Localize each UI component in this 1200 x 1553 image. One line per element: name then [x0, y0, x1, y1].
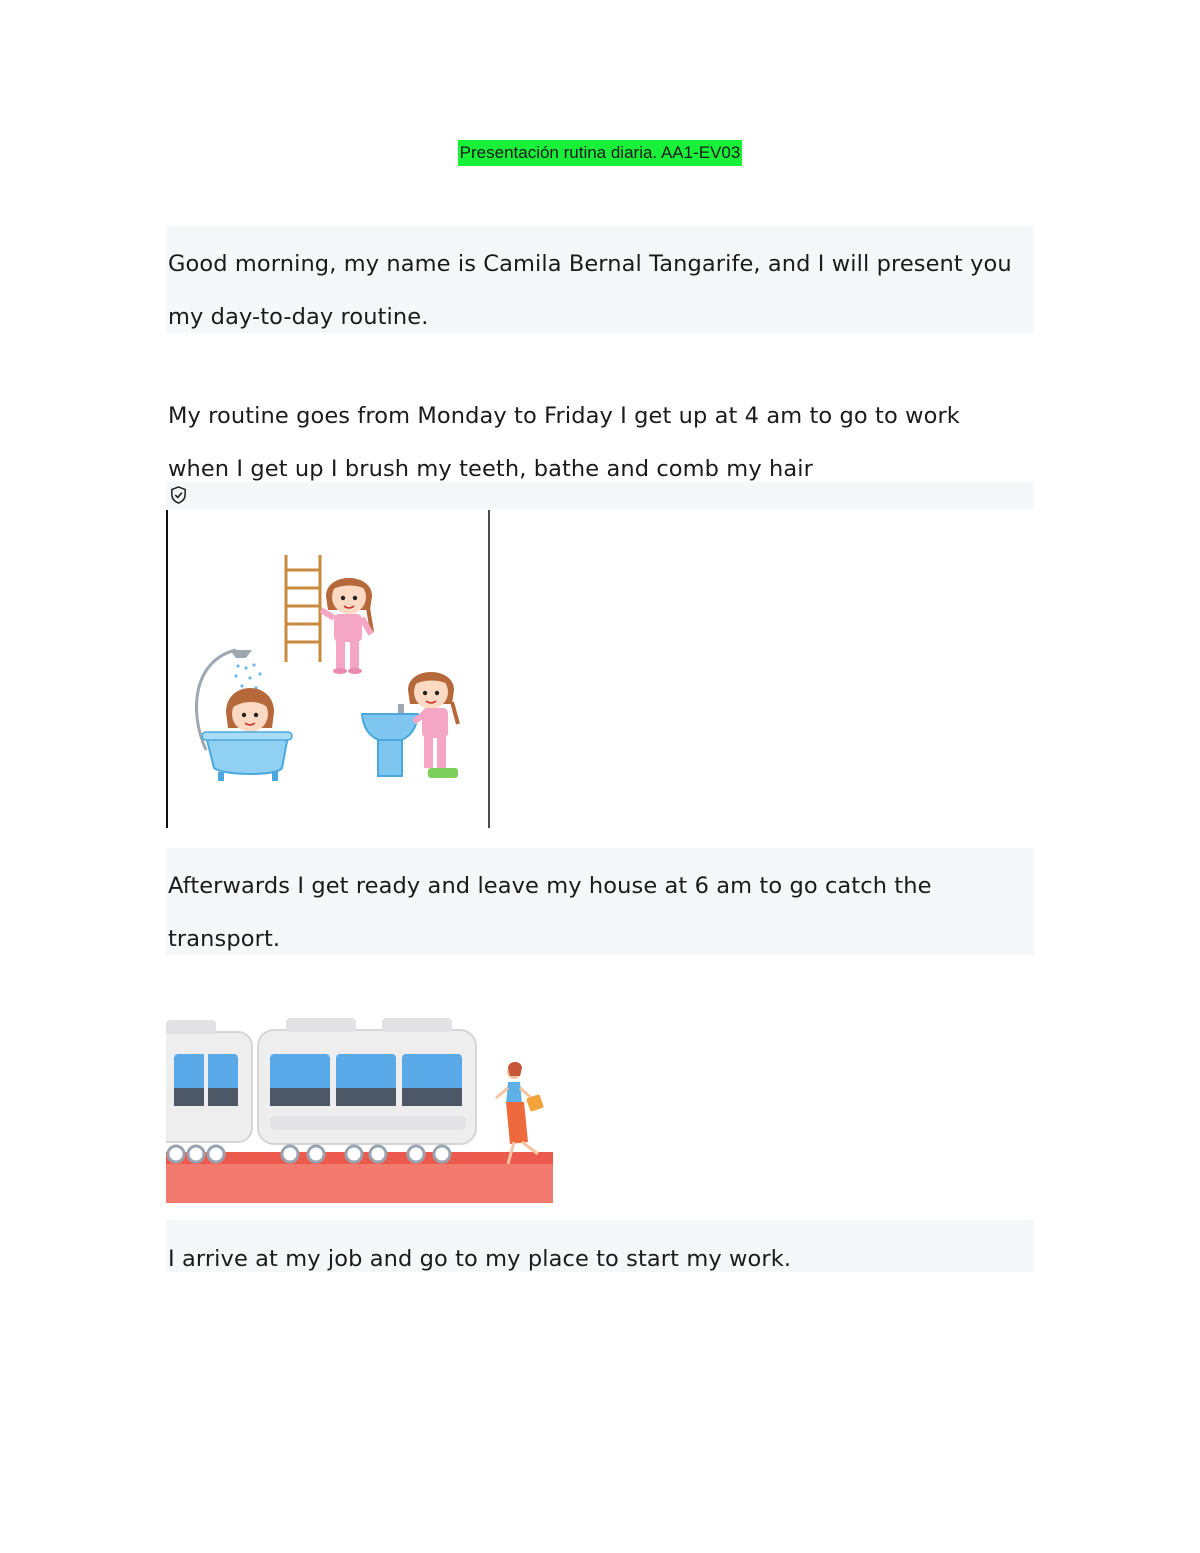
routine-paragraph: My routine goes from Monday to Friday I get up at 4 am to go to work when I get up I brush my teeth, bathe and comb my hair — [168, 403, 960, 482]
document-title: Presentación rutina diaria. AA1-EV03 — [458, 140, 743, 166]
title-row — [0, 140, 1200, 166]
arrival-paragraph: I arrive at my job and go to my place to start my work. — [168, 1246, 792, 1272]
intro-paragraph: Good morning, my name is Camila Bernal Tangarife, and I will present you my day-to-day routine. — [168, 251, 1012, 330]
train-illustration — [166, 992, 553, 1203]
transport-paragraph: Afterwards I get ready and leave my house at 6 am to go catch the transport. — [168, 873, 932, 952]
train-car-icon — [166, 1020, 252, 1162]
shield-check-icon — [169, 485, 188, 505]
morning-routine-illustration — [166, 510, 490, 828]
train-car-icon — [258, 1018, 476, 1162]
